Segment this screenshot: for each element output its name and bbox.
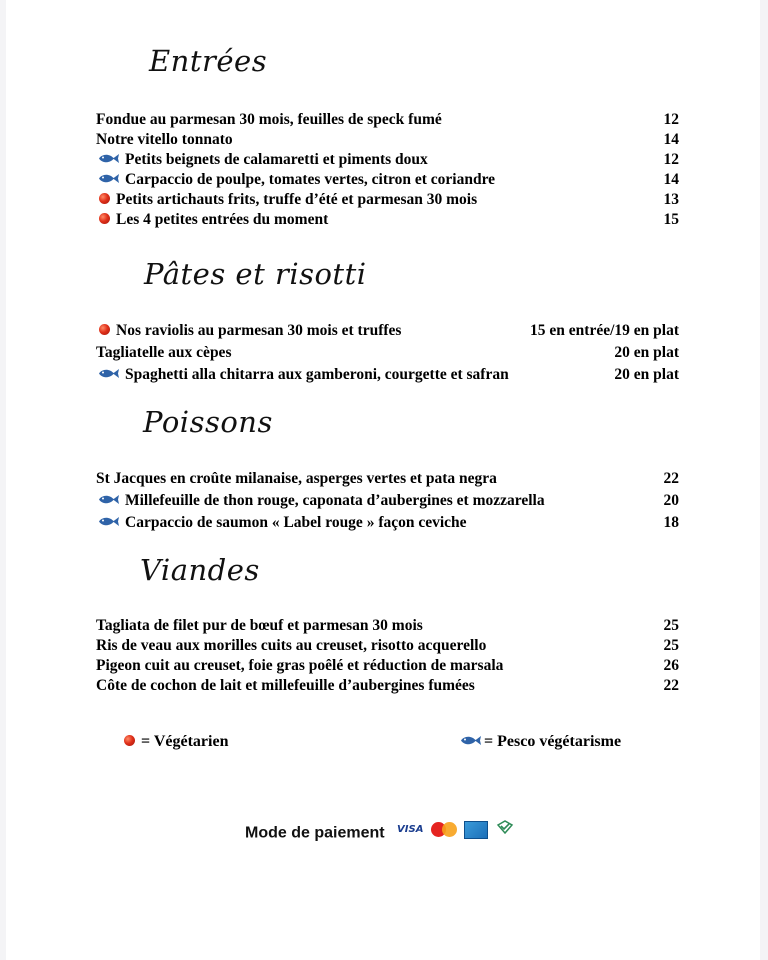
item-name: Côte de cochon de lait et millefeuille d’aubergines fumées (96, 677, 475, 694)
visa-icon: VISA (397, 824, 424, 836)
item-name: Carpaccio de saumon « Label rouge » façon ceviche (125, 514, 467, 531)
item-price: 13 (663, 191, 679, 208)
item-price: 20 en plat (614, 366, 679, 383)
item-price: 14 (663, 171, 679, 188)
legend-vegetarian-label: = Végétarien (141, 733, 229, 750)
menu-item (96, 636, 679, 656)
menu-item (96, 130, 679, 150)
amex-icon (464, 821, 488, 839)
menu-item (96, 656, 679, 676)
menu-item (96, 342, 679, 364)
menu-item (96, 210, 679, 230)
item-price: 25 (663, 637, 679, 654)
menu-page (6, 0, 760, 960)
section-title-viandes: Viandes (140, 553, 260, 587)
menu-item (96, 512, 679, 534)
fish-icon (97, 494, 119, 505)
legend-pescetarian-label: = Pesco végétarisme (484, 733, 622, 750)
item-name: Millefeuille de thon rouge, caponata d’aubergines et mozzarella (125, 492, 545, 509)
section-poissons (96, 468, 679, 534)
fish-icon (97, 368, 119, 379)
item-name: Tagliatelle aux cèpes (96, 344, 232, 361)
item-price: 18 (663, 514, 679, 531)
item-name: Nos raviolis au parmesan 30 mois et truffes (116, 322, 402, 339)
menu-item (96, 490, 679, 512)
item-price: 25 (663, 617, 679, 634)
fish-icon (97, 153, 119, 164)
section-title-pates: Pâtes et risotti (144, 257, 367, 291)
item-name: Petits beignets de calamaretti et piments doux (125, 151, 428, 168)
item-name: Petits artichauts frits, truffe d’été et parmesan 30 mois (116, 191, 478, 208)
item-name: Carpaccio de poulpe, tomates vertes, citron et coriandre (125, 171, 496, 188)
payment-label: Mode de paiement (245, 824, 385, 842)
fish-icon (459, 735, 481, 746)
menu-item (96, 110, 679, 130)
item-price: 14 (663, 131, 679, 148)
mastercard-icon (431, 822, 457, 837)
payment-icons (397, 820, 514, 839)
payment-methods (245, 824, 514, 843)
menu-item (96, 320, 679, 342)
item-price: 15 (663, 211, 679, 228)
menu-item (96, 616, 679, 636)
menu-item (96, 170, 679, 190)
tomato-icon (99, 193, 110, 204)
section-pates (96, 320, 679, 386)
item-price: 15 en entrée/19 en plat (530, 322, 679, 339)
legend-pescetarian (458, 732, 621, 752)
item-name: St Jacques en croûte milanaise, asperges vertes et pata negra (96, 470, 497, 487)
section-title-poissons: Poissons (143, 405, 273, 439)
section-viandes (96, 616, 679, 696)
item-name: Spaghetti alla chitarra aux gamberoni, courgette et safran (125, 366, 509, 383)
item-price: 20 en plat (614, 344, 679, 361)
item-price: 20 (663, 492, 679, 509)
menu-item (96, 150, 679, 170)
section-title-entrees: Entrées (149, 44, 268, 78)
section-entrees (96, 110, 679, 230)
menu-item (96, 676, 679, 696)
item-price: 12 (663, 151, 679, 168)
tomato-icon (99, 324, 110, 335)
item-name: Fondue au parmesan 30 mois, feuilles de speck fumé (96, 111, 442, 128)
menu-item (96, 364, 679, 386)
item-price: 12 (663, 111, 679, 128)
item-name: Notre vitello tonnato (96, 131, 233, 148)
item-price: 26 (663, 657, 679, 674)
cheque-icon (496, 820, 514, 834)
fish-icon (97, 173, 119, 184)
fish-icon (97, 516, 119, 527)
menu-item (96, 468, 679, 490)
item-price: 22 (663, 470, 679, 487)
tomato-icon (99, 213, 110, 224)
legend-vegetarian (121, 732, 228, 752)
item-name: Les 4 petites entrées du moment (116, 211, 329, 228)
menu-item (96, 190, 679, 210)
item-name: Ris de veau aux morilles cuits au creuset, risotto acquerello (96, 637, 487, 654)
tomato-icon (124, 735, 135, 746)
item-name: Pigeon cuit au creuset, foie gras poêlé et réduction de marsala (96, 657, 504, 674)
item-price: 22 (663, 677, 679, 694)
item-name: Tagliata de filet pur de bœuf et parmesan 30 mois (96, 617, 423, 634)
